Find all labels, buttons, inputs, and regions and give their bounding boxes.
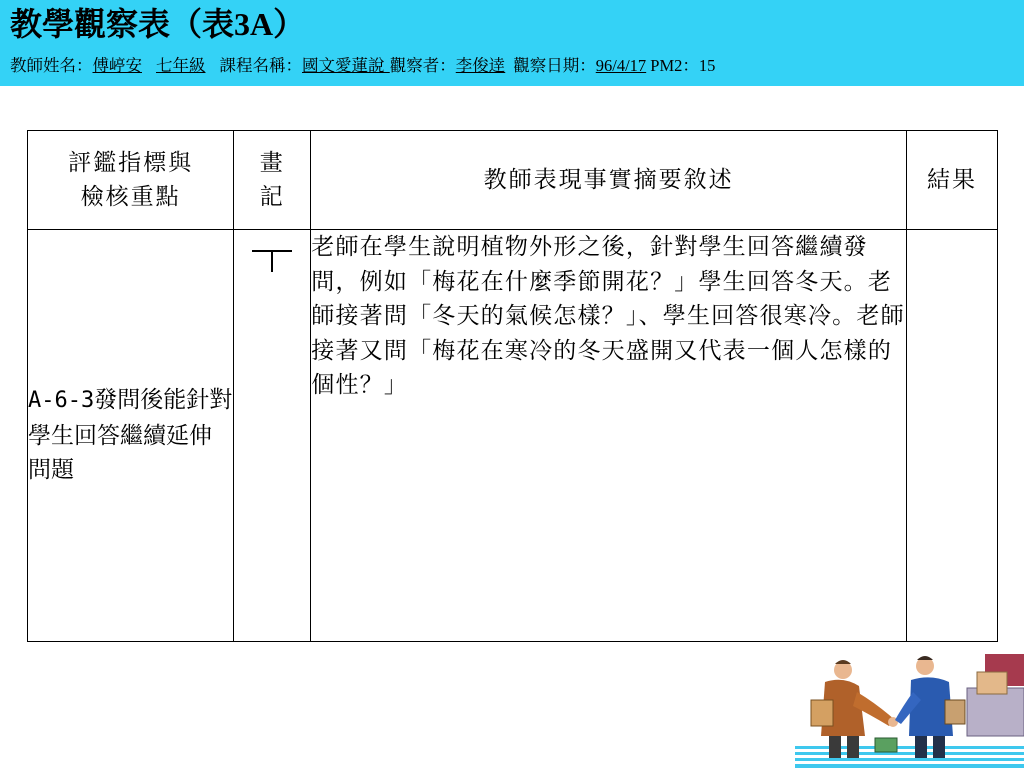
indicator-cell <box>28 230 234 642</box>
result-cell <box>906 230 997 642</box>
header-tally <box>234 131 311 230</box>
indicator-code: A-6-3 <box>28 388 95 414</box>
tally-mark-icon <box>250 230 294 274</box>
header-indicator-line1: 評鑑指標與 <box>68 149 194 176</box>
time-value: PM2：15 <box>646 56 716 75</box>
table-header-row <box>28 131 998 230</box>
observation-table <box>27 130 998 642</box>
date-value: 96/4/17 <box>595 56 647 75</box>
tally-cell <box>234 230 311 642</box>
description-cell: 老師在學生說明植物外形之後，針對學生回答繼續發問，例如「梅花在什麼季節開花？」學生回答冬天。老師接著問「冬天的氣候怎樣？」、學生回答很寒冷。老師接著又問「梅花在寒冷的冬天盛開又代表一個人怎樣的個性？」 <box>311 230 907 642</box>
observer-label: 觀察者： <box>389 56 456 75</box>
right-businessman <box>895 656 965 758</box>
observation-info <box>10 55 715 77</box>
teacher-label: 教師姓名： <box>10 56 93 75</box>
page-title <box>10 4 305 44</box>
header-description: 教師表現事實摘要敘述 <box>311 131 907 230</box>
title-close-paren: ） <box>273 5 306 43</box>
course-name: 國文愛蓮說 <box>302 56 390 75</box>
title-text: 教學觀察表（表 <box>10 5 235 43</box>
observer-name: 李俊逹 <box>455 56 506 75</box>
title-bar <box>0 0 1024 86</box>
date-label: 觀察日期： <box>513 56 596 75</box>
header-tally-line2: 記 <box>259 184 285 210</box>
header-result: 結果 <box>906 131 997 230</box>
header-indicator <box>28 131 234 230</box>
grade-value: 七年級 <box>156 56 206 75</box>
course-label: 課程名稱： <box>219 56 302 75</box>
title-code: 3A <box>234 6 274 42</box>
header-tally-line1: 畫 <box>259 149 285 176</box>
indicator-text: 發問後能針對學生回答繼續延伸問題 <box>28 387 233 484</box>
teacher-name: 傅嵉安 <box>92 56 142 75</box>
table-row <box>28 230 998 642</box>
handshake-clipart <box>795 652 1024 768</box>
header-indicator-line2: 檢核重點 <box>80 184 181 210</box>
